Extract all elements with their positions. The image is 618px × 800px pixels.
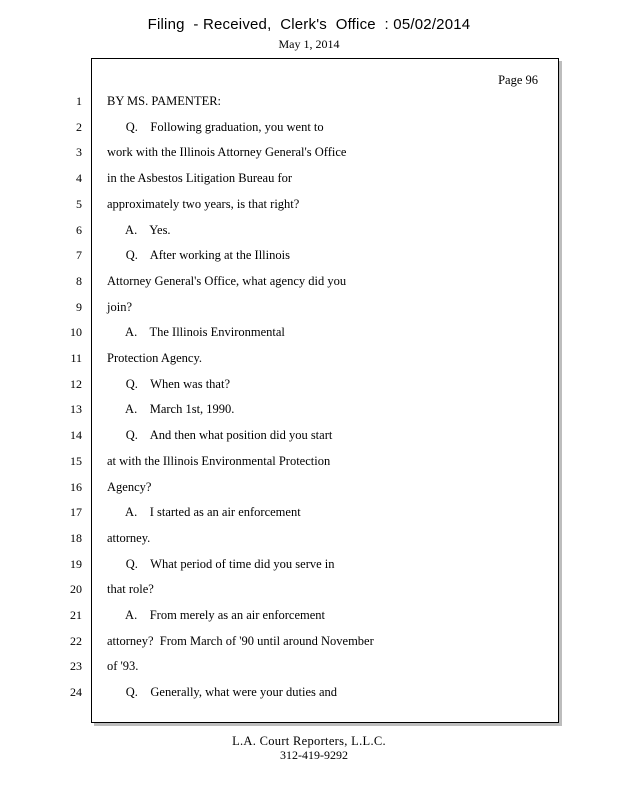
transcript-line: Q. Generally, what were your duties and — [107, 685, 338, 699]
line-number: 9 — [76, 300, 82, 314]
line-number: 7 — [76, 248, 82, 262]
transcript-line: at with the Illinois Environmental Protection — [107, 454, 331, 468]
transcript-line: A. The Illinois Environmental — [107, 325, 285, 339]
line-number: 17 — [70, 505, 82, 519]
transcript-line: Q. After working at the Illinois — [107, 248, 290, 262]
line-number: 16 — [70, 480, 82, 494]
line-number: 23 — [70, 659, 82, 673]
line-number: 18 — [70, 531, 82, 545]
transcript-line: Attorney General's Office, what agency did you — [107, 274, 347, 288]
line-number: 2 — [76, 120, 82, 134]
transcript-line: A. March 1st, 1990. — [107, 402, 235, 416]
line-number: 3 — [76, 145, 82, 159]
deposition-date: May 1, 2014 — [278, 37, 340, 51]
transcript-line: join? — [107, 300, 132, 314]
transcript-line: attorney? From March of '90 until around November — [107, 634, 374, 648]
transcript-line: of '93. — [107, 659, 139, 673]
line-number: 13 — [70, 402, 82, 416]
transcript-line: Q. Following graduation, you went to — [107, 120, 324, 134]
filing-stamp: Filing - Received, Clerk's Office : 05/02/2014 — [147, 16, 471, 33]
transcript-line: A. From merely as an air enforcement — [107, 608, 325, 622]
line-number: 5 — [76, 197, 82, 211]
line-number: 24 — [70, 685, 82, 699]
line-number: 15 — [70, 454, 82, 468]
transcript-line: Q. When was that? — [107, 377, 231, 391]
line-number: 4 — [76, 171, 82, 185]
line-number: 21 — [70, 608, 82, 622]
line-number: 10 — [70, 325, 82, 339]
line-number: 20 — [70, 582, 82, 596]
line-number: 22 — [70, 634, 82, 648]
line-number: 19 — [70, 557, 82, 571]
transcript-line: approximately two years, is that right? — [107, 197, 300, 211]
transcript-line: that role? — [107, 582, 154, 596]
transcript-line: BY MS. PAMENTER: — [107, 94, 222, 108]
line-number: 6 — [76, 223, 82, 237]
reporter-company: L.A. Court Reporters, L.L.C. — [232, 734, 386, 748]
transcript-line: A. Yes. — [107, 223, 171, 237]
transcript-line: in the Asbestos Litigation Bureau for — [107, 171, 293, 185]
transcript-line: Agency? — [107, 480, 152, 494]
line-number: 14 — [70, 428, 82, 442]
transcript-line: attorney. — [107, 531, 151, 545]
reporter-phone: 312-419-9292 — [280, 748, 348, 762]
line-number: 8 — [76, 274, 82, 288]
line-number: 12 — [70, 377, 82, 391]
line-number: 1 — [76, 94, 82, 108]
transcript-line: work with the Illinois Attorney General's Office — [107, 145, 347, 159]
transcript-line: Protection Agency. — [107, 351, 203, 365]
transcript-line: A. I started as an air enforcement — [107, 505, 301, 519]
transcript-line: Q. What period of time did you serve in — [107, 557, 335, 571]
line-number: 11 — [70, 351, 82, 365]
page-number: Page 96 — [498, 73, 538, 87]
transcript-line: Q. And then what position did you start — [107, 428, 333, 442]
